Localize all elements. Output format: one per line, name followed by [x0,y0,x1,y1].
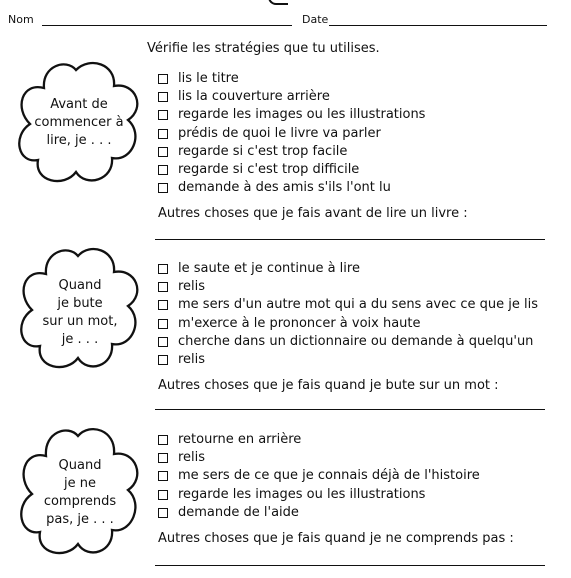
checklist-item[interactable]: regarde si c'est trop difficile [158,161,425,179]
checkbox[interactable] [158,319,168,329]
cloud-line: pas, je . . . [46,512,114,527]
checklist-item[interactable]: relis [158,449,480,467]
cloud-line: Avant de [50,97,108,112]
checklist-item[interactable]: demande à des amis s'ils l'ont lu [158,179,425,197]
answer-line[interactable] [155,565,545,566]
checkbox[interactable] [158,92,168,102]
cloud-stuck-on-word [18,244,142,374]
checklist-item[interactable]: lis la couverture arrière [158,88,425,106]
checklist-item[interactable]: m'exerce à le prononcer à voix haute [158,315,538,333]
checklist-item[interactable]: demande de l'aide [158,504,480,522]
nom-field[interactable] [42,25,292,26]
checklist-item[interactable]: me sers d'un autre mot qui a du sens avec ce que je lis [158,296,538,314]
other-prompt: Autres choses que je fais avant de lire un livre : [158,206,468,221]
checkbox[interactable] [158,264,168,274]
cloud-before-reading [16,58,142,188]
other-prompt: Autres choses que je fais quand je bute sur un mot : [158,378,499,393]
checkbox[interactable] [158,129,168,139]
cloud-line: je ne [64,476,96,491]
cloud-line: Quand [58,458,102,473]
checkbox[interactable] [158,490,168,500]
checkbox[interactable] [158,337,168,347]
cloud-line: je bute [57,296,103,311]
answer-line[interactable] [155,409,545,410]
header [0,0,571,30]
checklist-item[interactable]: retourne en arrière [158,431,480,449]
date-label: Date [302,13,329,26]
cloud-line: comprends [43,494,117,509]
cloud-line: je . . . [61,332,99,347]
checkbox[interactable] [158,355,168,365]
cloud-line: sur un mot, [42,314,118,329]
checkbox[interactable] [158,147,168,157]
cloud-line: lire, je . . . [46,133,112,148]
checklist-item[interactable]: regarde les images ou les illustrations [158,106,425,124]
checklist-item[interactable]: relis [158,278,538,296]
nom-label: Nom [8,13,34,26]
checkbox[interactable] [158,183,168,193]
dont-understand-checklist [158,431,480,522]
checkbox[interactable] [158,453,168,463]
checklist-item[interactable]: lis le titre [158,70,425,88]
checklist-item[interactable]: regarde si c'est trop facile [158,143,425,161]
checklist-item[interactable]: regarde les images ou les illustrations [158,486,480,504]
checklist-item[interactable]: le saute et je continue à lire [158,260,538,278]
other-prompt: Autres choses que je fais quand je ne comprends pas : [158,531,514,546]
checklist-item[interactable]: prédis de quoi le livre va parler [158,125,425,143]
date-field[interactable] [329,25,547,26]
stuck-on-word-checklist [158,260,538,369]
instructions: Vérifie les stratégies que tu utilises. [147,41,380,56]
checkbox[interactable] [158,300,168,310]
checkbox[interactable] [158,508,168,518]
checkbox[interactable] [158,74,168,84]
checklist-item[interactable]: me sers de ce que je connais déjà de l'histoire [158,467,480,485]
before-reading-checklist [158,70,425,197]
checkbox[interactable] [158,110,168,120]
checklist-item[interactable]: cherche dans un dictionnaire ou demande à quelqu'un [158,333,538,351]
checkbox[interactable] [158,435,168,445]
checkbox[interactable] [158,165,168,175]
cloud-line: Quand [58,278,102,293]
cloud-dont-understand [18,424,142,560]
answer-line[interactable] [155,239,545,240]
checkbox[interactable] [158,471,168,481]
cloud-line: commencer à [34,115,124,130]
title-fragment [268,0,288,5]
checkbox[interactable] [158,282,168,292]
checklist-item[interactable]: relis [158,351,538,369]
